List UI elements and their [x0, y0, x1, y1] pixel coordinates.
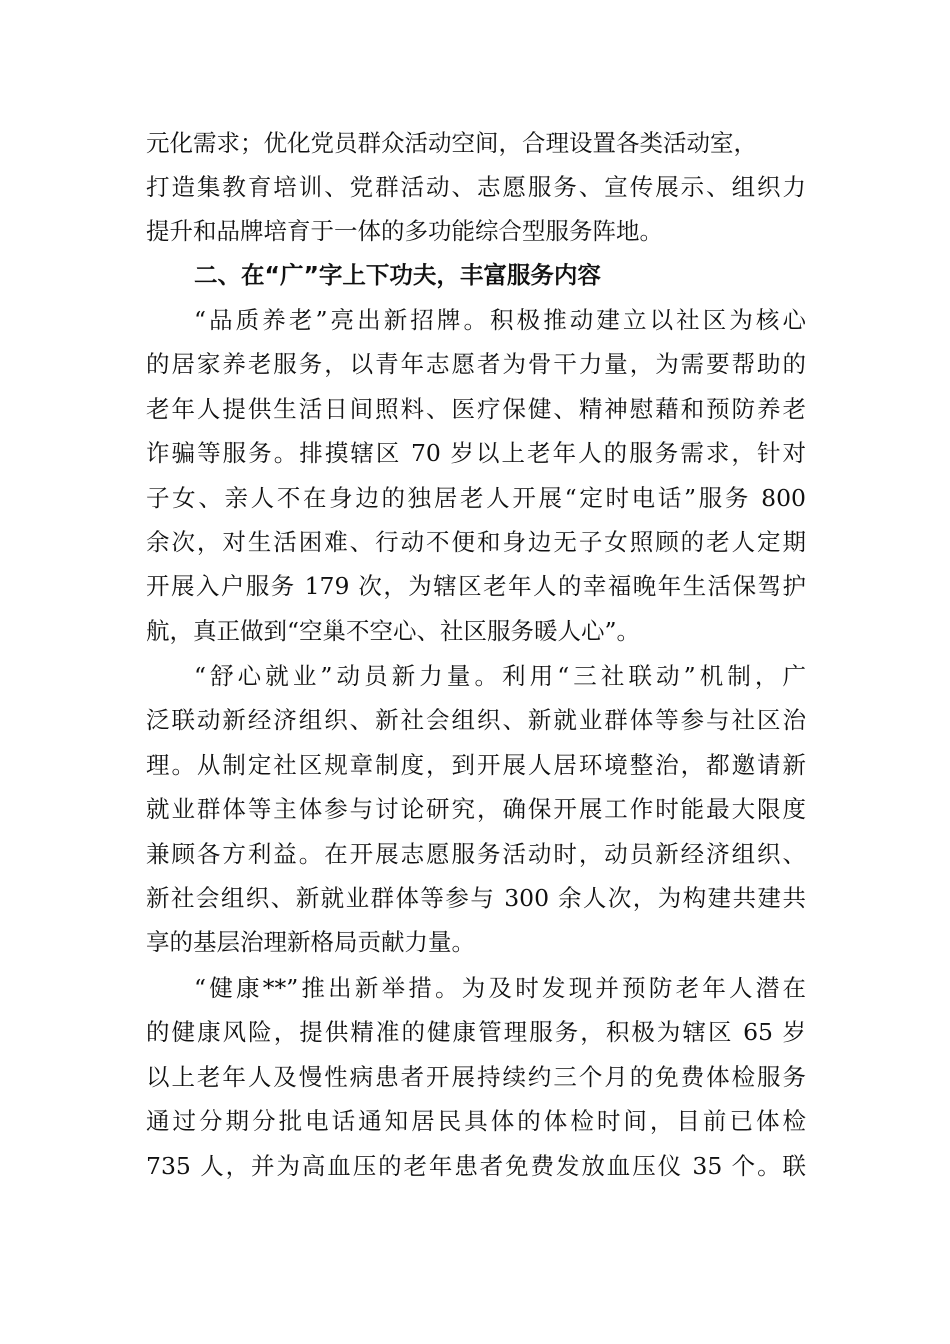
paragraph-line: 子女、亲人不在身边的独居老人开展“定时电话”服务 800 — [146, 484, 806, 512]
text-line: 提升和品牌培育于一体的多功能综合型服务阵地。 — [146, 217, 663, 245]
paragraph-line: 的健康风险，提供精准的健康管理服务，积极为辖区 65 岁 — [146, 1018, 806, 1046]
paragraph-line: 理。从制定社区规章制度，到开展人居环境整治，都邀请新 — [146, 751, 806, 779]
paragraph-line: 泛联动新经济组织、新社会组织、新就业群体等参与社区治 — [146, 706, 806, 734]
text-line: 打造集教育培训、党群活动、志愿服务、宣传展示、组织力 — [146, 173, 806, 201]
paragraph-line: 的居家养老服务，以青年志愿者为骨干力量，为需要帮助的 — [146, 350, 806, 378]
paragraph-line: 诈骗等服务。排摸辖区 70 岁以上老年人的服务需求，针对 — [146, 439, 806, 467]
text-line: 元化需求；优化党员群众活动空间，合理设置各类活动室， — [146, 129, 757, 157]
paragraph-line: 余次，对生活困难、行动不便和身边无子女照顾的老人定期 — [146, 528, 806, 556]
paragraph-line: 航，真正做到“空巢不空心、社区服务暖人心”。 — [146, 617, 641, 645]
paragraph-line: 开展入户服务 179 次，为辖区老年人的幸福晚年生活保驾护 — [146, 572, 806, 600]
paragraph-line: 新社会组织、新就业群体等参与 300 余人次，为构建共建共 — [146, 884, 806, 912]
paragraph-line: “品质养老”亮出新招牌。积极推动建立以社区为核心 — [194, 306, 806, 334]
paragraph-line: 以上老年人及慢性病患者开展持续约三个月的免费体检服务 — [146, 1063, 806, 1091]
section-heading: 二、在“广”字上下功夫，丰富服务内容 — [194, 261, 601, 289]
paragraph-line: 就业群体等主体参与讨论研究，确保开展工作时能最大限度 — [146, 795, 806, 823]
paragraph-line: 老年人提供生活日间照料、医疗保健、精神慰藉和预防养老 — [146, 395, 806, 423]
paragraph-line: 通过分期分批电话通知居民具体的体检时间，目前已体检 — [146, 1107, 806, 1135]
paragraph-line: 兼顾各方利益。在开展志愿服务活动时，动员新经济组织、 — [146, 840, 806, 868]
paragraph-line: “健康**”推出新举措。为及时发现并预防老年人潜在 — [194, 974, 806, 1002]
paragraph-line: 享的基层治理新格局贡献力量。 — [146, 928, 475, 956]
paragraph-line: “舒心就业”动员新力量。利用“三社联动”机制，广 — [194, 662, 806, 690]
paragraph-line: 735 人，并为高血压的老年患者免费发放血压仪 35 个。联 — [146, 1152, 806, 1180]
